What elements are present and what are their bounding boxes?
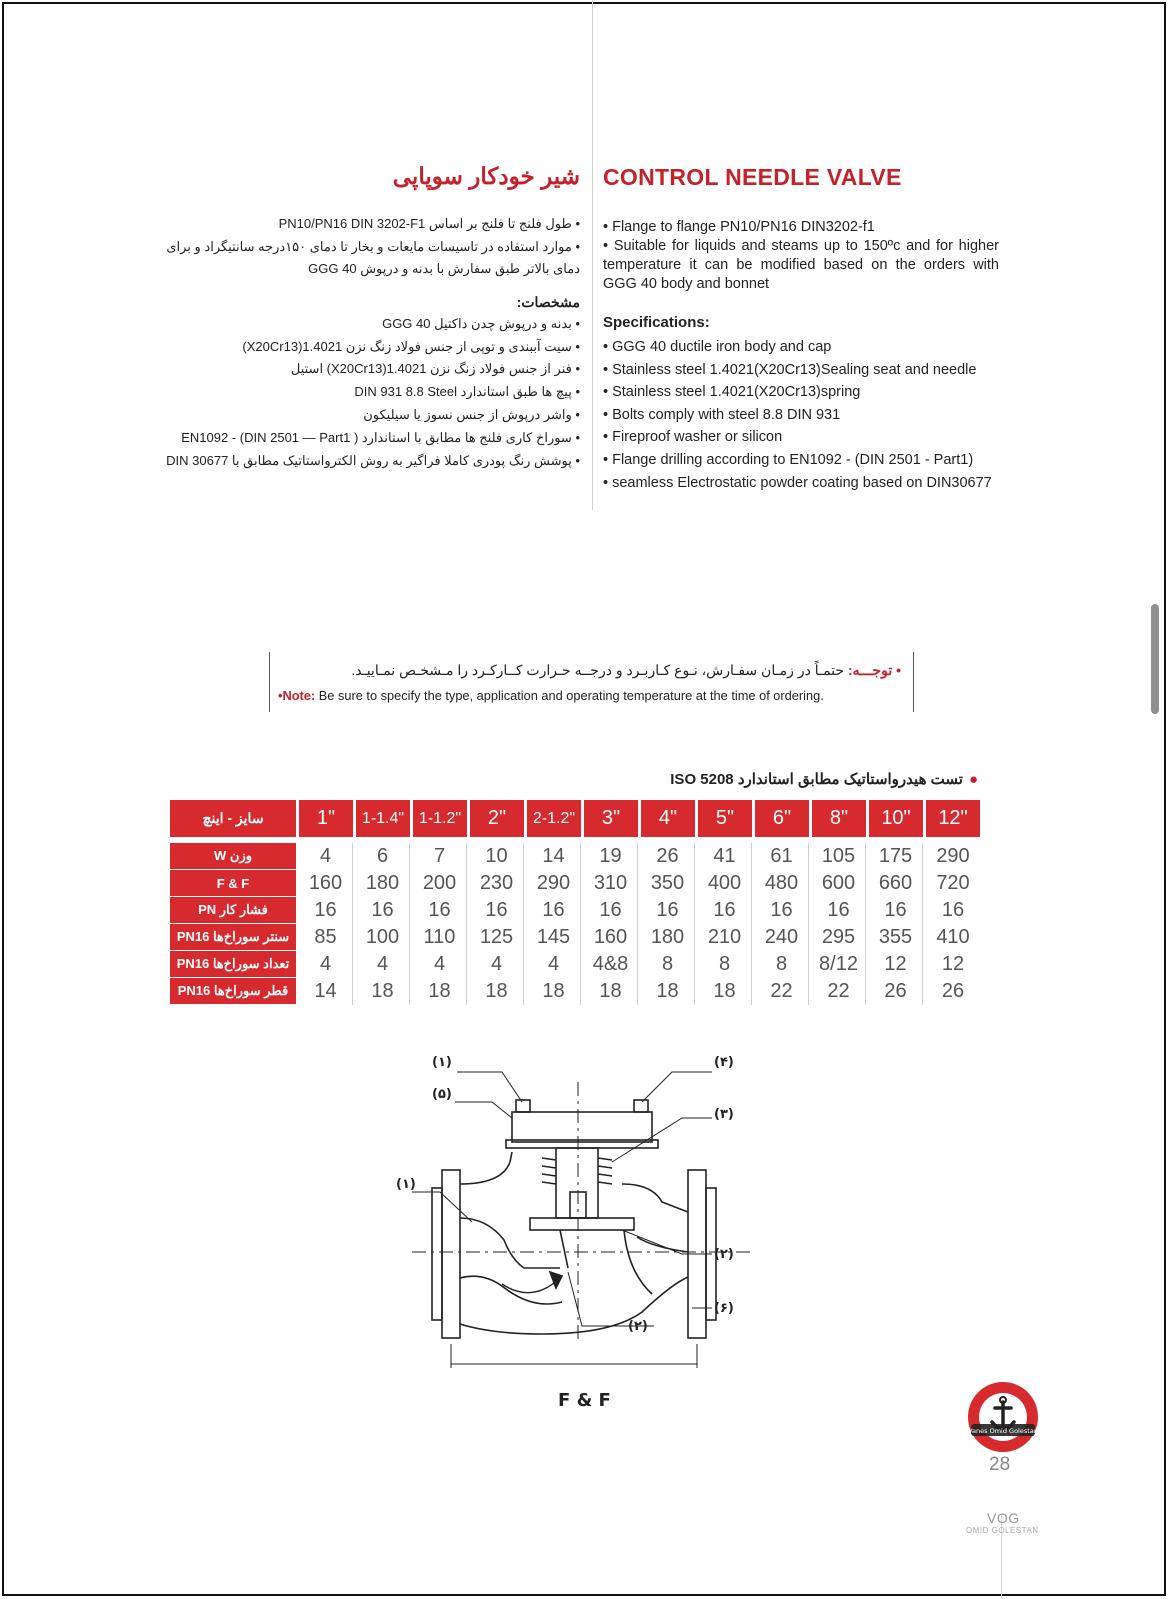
specifications-heading: Specifications: [603, 314, 710, 331]
size-cell: 5" [698, 800, 752, 837]
table-cell: 210 [698, 924, 752, 951]
callout-label: (۵) [432, 1087, 452, 1102]
hydro-text: تست هیدرواستاتیک مطابق استاندارد ISO 5208 [670, 771, 963, 788]
table-cell: 295 [812, 924, 866, 951]
table-cell: 4 [413, 951, 467, 978]
table-row [170, 843, 980, 870]
size-cell: 4" [641, 800, 695, 837]
intro-line: • طول فلنج تا فلنج بر اساس PN10/PN16 DIN 3202-F1 [278, 216, 580, 231]
note-text: Be sure to specify the type, application and operating temperature at the time of ordering. [318, 688, 824, 703]
table-cell: 600 [812, 870, 866, 897]
table-cell: 100 [356, 924, 410, 951]
spec-item: • Stainless steel 1.4021(X20Cr13)Sealing seat and needle [603, 361, 977, 378]
size-cell: 2" [470, 800, 524, 837]
table-cell: 16 [755, 897, 809, 924]
table-cell: 18 [413, 978, 467, 1005]
table-cell: 8 [698, 951, 752, 978]
table-cell: 180 [356, 870, 410, 897]
table-cell: 16 [698, 897, 752, 924]
callout-label: (۱) [432, 1055, 452, 1070]
size-header-cell: سایز - اینچ [170, 800, 296, 837]
intro-line: • موارد استفاده در تاسیسات مایعات و بخار تا دمای ۱۵۰درجه سانتیگراد و برای دمای بالاتر طبق سفارش با بدنه و درپوش GGG 40 [166, 238, 580, 276]
table-cell: 18 [356, 978, 410, 1005]
spec-item: • پیچ ها طبق استاندارد DIN 931 8.8 Steel [354, 384, 580, 400]
table-cell: 160 [299, 870, 353, 897]
spec-item: • سیت آببندی و توپی از جنس فولاد زنگ نزن 1.4021(X20Cr13) [242, 338, 580, 354]
table-cell: 410 [936, 926, 970, 948]
note-text: حتمـاً در زمـان سفـارش، نـوع کـاربـرد و درجــه حـرارت کــارکـرد را مـشخـص نمـاییـد. [351, 662, 845, 678]
table-cell: 105 [812, 843, 866, 870]
table-cell: 350 [641, 870, 695, 897]
table-cell: 4&8 [584, 951, 638, 978]
spec-item: • Fireproof washer or silicon [603, 429, 783, 446]
ordering-note [269, 652, 914, 712]
spec-item: • فنر از جنس فولاد زنگ نزن 1.4021(X20Cr13) استیل [290, 361, 580, 377]
table-cell: 26 [941, 980, 965, 1002]
table-cell: 16 [812, 897, 866, 924]
table-cell: 16 [641, 897, 695, 924]
table-cell: 18 [698, 978, 752, 1005]
table-cell: 355 [869, 924, 923, 951]
table-cell: 200 [413, 870, 467, 897]
table-cell: 145 [527, 924, 581, 951]
spec-item: • Stainless steel 1.4021(X20Cr13)spring [603, 384, 861, 401]
table-cell: 18 [584, 978, 638, 1005]
table-cell: 16 [584, 897, 638, 924]
table-cell: 16 [869, 897, 923, 924]
table-cell: 18 [641, 978, 695, 1005]
table-cell: 180 [641, 924, 695, 951]
callout-label: (۶) [714, 1301, 734, 1316]
table-cell: 10 [470, 843, 524, 870]
table-cell: 160 [584, 924, 638, 951]
intro-line: • Flange to flange PN10/PN16 DIN3202-f1 [603, 219, 875, 235]
table-cell: 16 [941, 899, 965, 921]
table-cell: 26 [869, 978, 923, 1005]
size-cell: 8" [812, 800, 866, 837]
size-cell: 10" [869, 800, 923, 837]
table-cell: 4 [299, 843, 353, 870]
table-cell: 240 [755, 924, 809, 951]
table-row [170, 897, 980, 924]
table-cell: 22 [755, 978, 809, 1005]
note-label: •Note: [278, 688, 316, 703]
table-cell: 16 [356, 897, 410, 924]
row-label: وزن W [170, 843, 296, 870]
size-cell: 1" [299, 800, 353, 837]
table-cell: 18 [527, 978, 581, 1005]
table-cell: 8 [755, 951, 809, 978]
table-cell: 18 [470, 978, 524, 1005]
table-row [170, 951, 980, 978]
table-cell: 16 [470, 897, 524, 924]
table-header-row [170, 800, 980, 837]
scrollbar-thumb[interactable] [1151, 604, 1159, 714]
table-cell: 310 [584, 870, 638, 897]
table-cell: 85 [299, 924, 353, 951]
size-cell: 3" [584, 800, 638, 837]
company-logo [966, 1380, 1040, 1454]
callout-label: (۴) [714, 1055, 734, 1070]
table-cell: 480 [755, 870, 809, 897]
table-row [170, 924, 980, 951]
spec-item: • seamless Electrostatic powder coating based on DIN30677 [603, 474, 992, 491]
table-cell: 400 [698, 870, 752, 897]
hydrostatic-test-heading [670, 770, 978, 788]
table-cell: 22 [812, 978, 866, 1005]
size-cell: 6" [755, 800, 809, 837]
table-cell: 6 [356, 843, 410, 870]
persian-description [166, 213, 580, 472]
spec-item: • GGG 40 ductile iron body and cap [603, 339, 832, 355]
table-cell: 290 [936, 845, 970, 867]
table-row [170, 978, 980, 1005]
column-divider [592, 0, 593, 510]
footer-subtitle: OMID GOLESTAN [966, 1526, 1039, 1535]
dimension-label: F & F [558, 1390, 611, 1411]
table-cell: 26 [641, 843, 695, 870]
row-label: فشار کار PN [170, 897, 296, 924]
table-cell: 660 [869, 870, 923, 897]
table-cell: 175 [869, 843, 923, 870]
title-english: CONTROL NEEDLE VALVE [603, 164, 902, 190]
size-cell: 12" [926, 800, 980, 837]
note-persian [351, 662, 901, 679]
table-cell: 61 [755, 843, 809, 870]
table-cell: 720 [936, 872, 970, 894]
row-label: قطر سوراخ‌ها PN16 [170, 978, 296, 1005]
logo-text: Vanes Omid Golestan [968, 1427, 1038, 1435]
note-english [278, 688, 824, 703]
table-cell: 7 [413, 843, 467, 870]
specifications-heading: مشخصات: [516, 293, 580, 310]
callout-label: (۳) [714, 1107, 734, 1122]
size-cell: 1-1.2" [413, 800, 467, 837]
table-cell: 16 [413, 897, 467, 924]
table-cell: 4 [527, 951, 581, 978]
table-cell: 41 [698, 843, 752, 870]
page-number: 28 [989, 1454, 1011, 1475]
table-row [170, 870, 980, 897]
table-cell: 14 [527, 843, 581, 870]
spec-item: • Bolts comply with steel 8.8 DIN 931 [603, 406, 841, 423]
table-cell: 110 [413, 924, 467, 951]
note-label: • توجـــه: [847, 662, 901, 678]
spec-item: • پوشش رنگ پودری کاملا فراگیر به روش الکترواستاتیک مطابق با DIN 30677 [166, 452, 580, 468]
intro-line: • Suitable for liquids and steams up to 150ºc and for higher temperature it can be modified based on the orders with GGG 40 body and bonnet [603, 238, 999, 292]
valve-cross-section-drawing [392, 1055, 772, 1422]
callout-label: (۲) [714, 1247, 734, 1262]
table-cell: 8/12 [812, 951, 866, 978]
spec-item: • سوراخ کاری فلنج ها مطابق با استاندارد ( EN1092 - (DIN 2501 — Part1 [181, 429, 580, 445]
table-cell: 16 [299, 897, 353, 924]
bullet-icon: ● [968, 771, 978, 788]
table-cell: 230 [470, 870, 524, 897]
title-persian: شیر خودکار سوپاپی [392, 163, 580, 189]
table-cell: 4 [299, 951, 353, 978]
row-label: تعداد سوراخ‌ها PN16 [170, 951, 296, 978]
table-cell: 4 [470, 951, 524, 978]
table-cell: 19 [584, 843, 638, 870]
spec-item: • Flange drilling according to EN1092 - (DIN 2501 - Part1) [603, 451, 974, 468]
table-cell: 125 [470, 924, 524, 951]
spec-item: • بدنه و درپوش چدن داکتیل GGG 40 [382, 315, 580, 331]
table-cell: 12 [869, 951, 923, 978]
footer-brand: VOG [987, 1510, 1020, 1526]
callout-label: (۲) [628, 1319, 648, 1334]
callout-label: (۱) [396, 1177, 416, 1192]
table-cell: 16 [527, 897, 581, 924]
english-description [603, 218, 999, 494]
row-label: F & F [170, 870, 296, 897]
table-cell: 14 [299, 978, 353, 1005]
size-cell: 2-1.2" [527, 800, 581, 837]
size-cell: 1-1.4" [356, 800, 410, 837]
table-cell: 8 [641, 951, 695, 978]
table-cell: 290 [527, 870, 581, 897]
dimensions-table [167, 800, 983, 1005]
table-cell: 4 [356, 951, 410, 978]
row-label: سنتر سوراخ‌ها PN16 [170, 924, 296, 951]
spec-item: • واشر درپوش از جنس نسوز یا سیلیکون [363, 406, 580, 422]
table-cell: 12 [941, 953, 965, 975]
